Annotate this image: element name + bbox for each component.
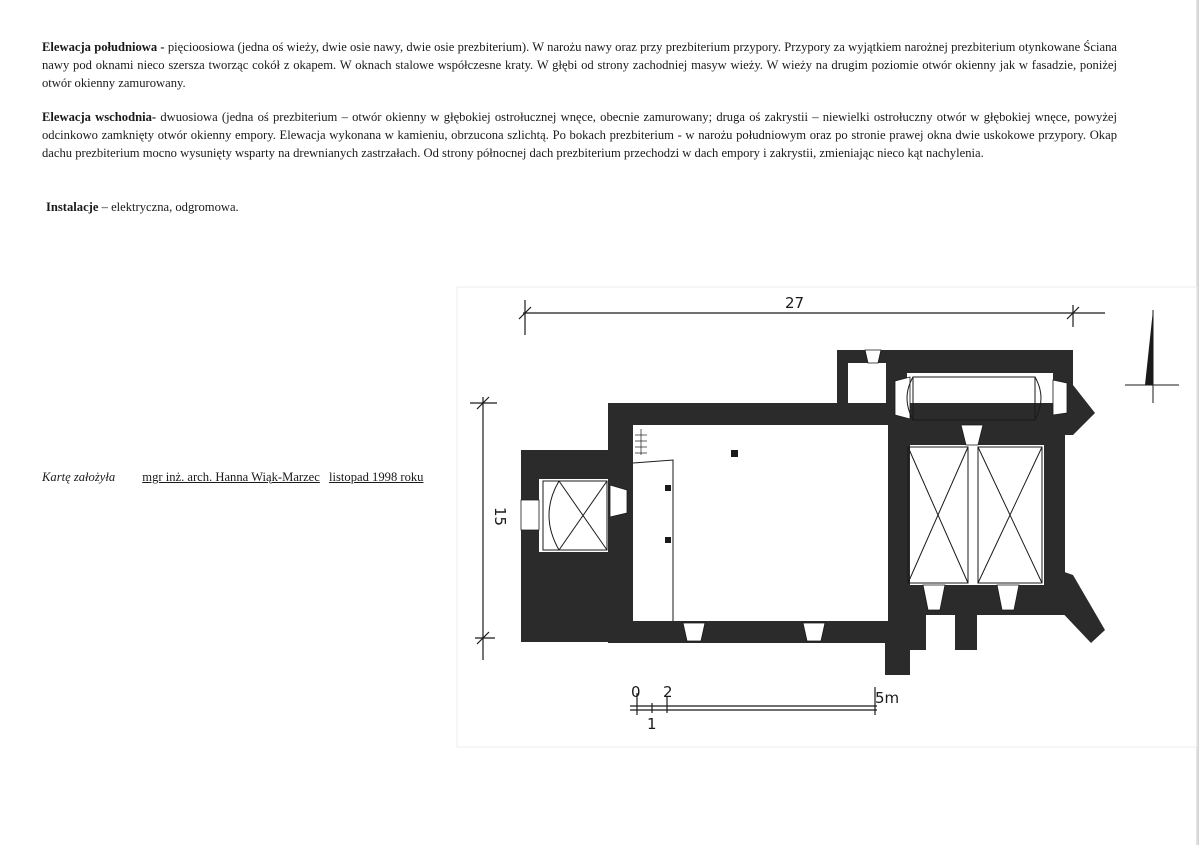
installations-text: – elektryczna, odgromowa. [98, 200, 239, 214]
south-elevation-heading: Elewacja południowa - [42, 40, 165, 54]
dimension-width-label: 15 [491, 507, 509, 527]
north-arrow-icon [1125, 310, 1179, 403]
east-elevation-heading: Elewacja wschodnia- [42, 110, 157, 124]
scale-label-5m: 5m [875, 689, 900, 707]
author-date: listopad 1998 roku [329, 470, 424, 484]
dimension-width [470, 397, 497, 660]
author-line [42, 470, 423, 485]
east-elevation-paragraph [42, 108, 1117, 162]
author-label: Kartę założyła [42, 470, 116, 484]
scale-label-2: 2 [663, 683, 673, 701]
church-floor-plan [455, 285, 1199, 750]
choir-loft [633, 429, 738, 621]
installations-paragraph [46, 198, 1121, 216]
scale-label-1: 1 [647, 715, 657, 733]
dimension-length [519, 300, 1105, 335]
scale-label-0: 0 [631, 683, 641, 701]
dimension-length-label: 27 [785, 294, 805, 312]
south-elevation-text: pięcioosiowa (jedna oś wieży, dwie osie nawy, dwie osie prezbiterium). W narożu nawy oraz przy prezbiterium przypory. Przypory za wyjątkiem narożnej prezbiterium otynkowane Ściana nawy pod oknami nieco szersza tworząc cokół z okapem. W oknach stalowe współczesne kraty. W głębi od strony zachodniej masyw wieży. W wieży na drugim poziomie otwór okienny jak w fasadzie, poniżej otwór okienny zamurowany. [42, 40, 1117, 90]
author-name: mgr inż. arch. Hanna Wiąk-Marzec [142, 470, 320, 484]
installations-heading: Instalacje [46, 200, 99, 214]
east-elevation-text: dwuosiowa (jedna oś prezbiterium – otwór okienny w głębokiej ostrołucznej wnęce, obecnie zamurowany; druga oś zakrystii – niewielki ostrołuczny otwór w głębokiej wnęce, powyżej odcinkowo zamknięty otwór okienny empory. Elewacja wykonana w kamieniu, obrzucona szlichtą. Po bokach prezbiterium - w narożu południowym oraz po stronie prawej okna dwie uskokowe przypory. Okap dachu prezbiterium mocno wysunięty wsparty na drewnianych zastrzałach. Od strony północnej dach prezbiterium przechodzi w dach empory i zakrystii, zmieniając nieco kąt nachylenia. [42, 110, 1117, 160]
south-elevation-paragraph [42, 38, 1117, 92]
